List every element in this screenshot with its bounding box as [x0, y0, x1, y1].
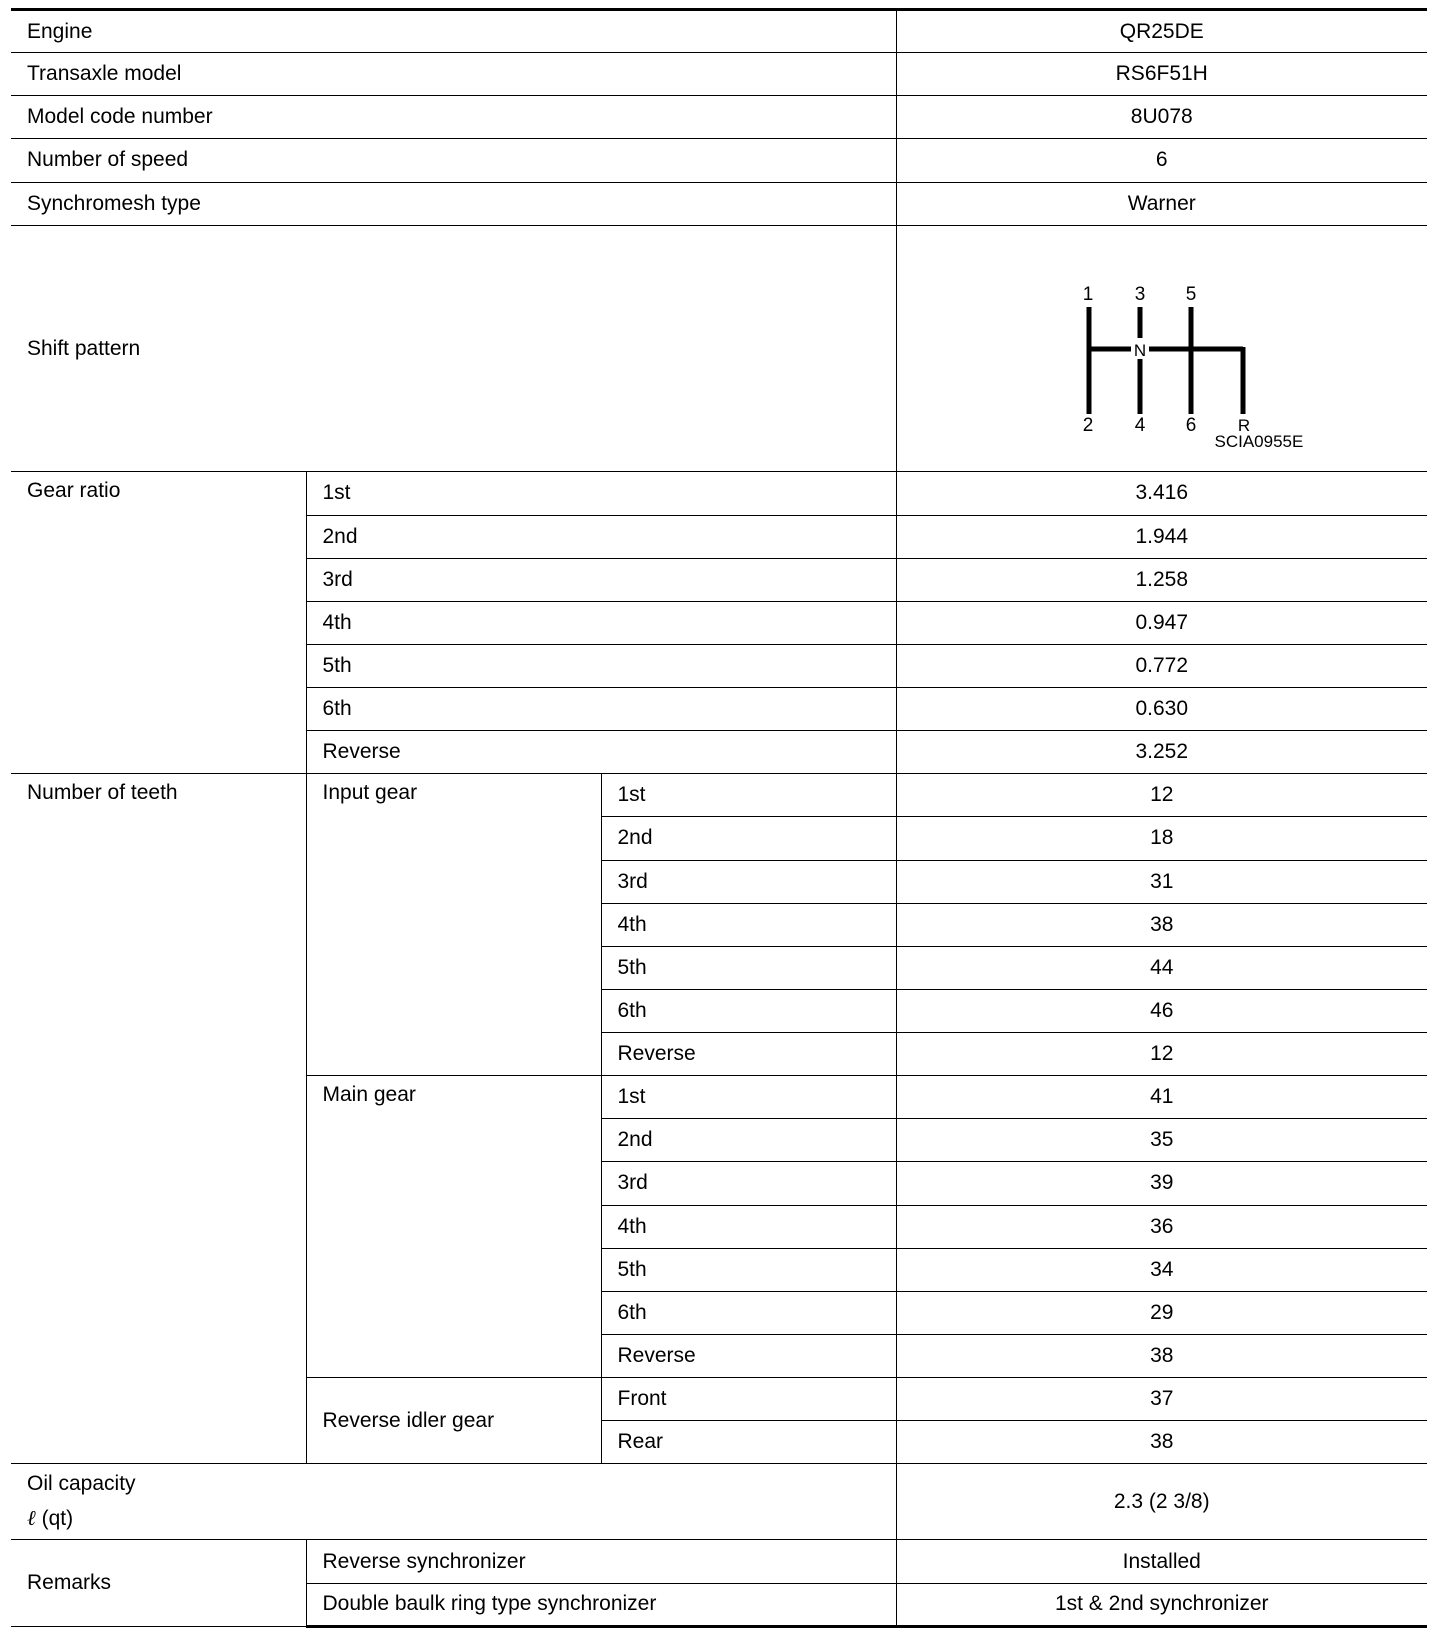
main-gear-value: 38 [896, 1334, 1427, 1377]
main-gear-value: 34 [896, 1248, 1427, 1291]
row-model-code [11, 96, 1427, 139]
input-gear-value: 44 [896, 946, 1427, 989]
gear-ratio-gear: 5th [306, 644, 896, 687]
synchro-value: Warner [896, 182, 1427, 225]
row-synchro [11, 182, 1427, 225]
input-gear-gear: 6th [601, 989, 896, 1032]
input-gear-value: 31 [896, 860, 1427, 903]
main-gear-value: 36 [896, 1205, 1427, 1248]
main-gear-gear: 5th [601, 1248, 896, 1291]
gear-ratio-value: 1.258 [896, 558, 1427, 601]
reverse-idler-gear: Front [601, 1378, 896, 1421]
synchro-label: Synchromesh type [11, 182, 896, 225]
input-gear-gear: 3rd [601, 860, 896, 903]
teeth-label: Number of teeth [11, 774, 306, 1464]
main-gear-gear: 1st [601, 1076, 896, 1119]
row-remarks [11, 1540, 1427, 1583]
gear-label-4: 4 [1134, 414, 1145, 436]
main-gear-value: 41 [896, 1076, 1427, 1119]
shift-gate-lines [1089, 307, 1243, 414]
reverse-idler-value: 37 [896, 1378, 1427, 1421]
row-speeds [11, 139, 1427, 182]
input-gear-value: 18 [896, 817, 1427, 860]
input-gear-gear: 2nd [601, 817, 896, 860]
litre-symbol: ℓ [27, 1506, 36, 1531]
main-gear-value: 35 [896, 1119, 1427, 1162]
gear-ratio-value: 0.772 [896, 644, 1427, 687]
gear-label-reverse: R [1237, 415, 1250, 435]
main-gear-value: 29 [896, 1291, 1427, 1334]
shift-pattern-label: Shift pattern [11, 225, 896, 472]
speeds-label: Number of speed [11, 139, 896, 182]
remarks-item-value: Installed [896, 1540, 1427, 1583]
engine-value: QR25DE [896, 10, 1427, 53]
main-gear-value: 39 [896, 1162, 1427, 1205]
main-gear-gear: 6th [601, 1291, 896, 1334]
input-gear-gear: 4th [601, 903, 896, 946]
reverse-idler-gear: Rear [601, 1421, 896, 1464]
input-gear-gear: 1st [601, 774, 896, 817]
remarks-item-value: 1st & 2nd synchronizer [896, 1583, 1427, 1626]
model-code-value: 8U078 [896, 96, 1427, 139]
reverse-idler-value: 38 [896, 1421, 1427, 1464]
gear-ratio-value: 0.947 [896, 601, 1427, 644]
row-transaxle [11, 53, 1427, 96]
gear-ratio-value: 3.416 [896, 472, 1427, 515]
gear-label-6: 6 [1185, 414, 1196, 436]
shift-pattern-diagram [897, 231, 1428, 467]
row-shift-pattern [11, 225, 1427, 472]
gear-ratio-value: 1.944 [896, 515, 1427, 558]
gear-label-3: 3 [1134, 283, 1145, 305]
row-gear-ratio [11, 472, 1427, 515]
row-input-gear [11, 774, 1427, 817]
gear-label-1: 1 [1082, 283, 1093, 305]
gear-ratio-gear: 1st [306, 472, 896, 515]
main-gear-gear: 4th [601, 1205, 896, 1248]
remarks-label: Remarks [11, 1540, 306, 1627]
specification-table [11, 8, 1427, 1628]
input-gear-value: 38 [896, 903, 1427, 946]
main-gear-gear: 3rd [601, 1162, 896, 1205]
gear-label-5: 5 [1185, 283, 1196, 305]
gear-ratio-value: 3.252 [896, 731, 1427, 774]
gear-ratio-gear: 2nd [306, 515, 896, 558]
transaxle-label: Transaxle model [11, 53, 896, 96]
gear-ratio-gear: 3rd [306, 558, 896, 601]
oil-capacity-value: 2.3 (2 3/8) [896, 1464, 1427, 1540]
speeds-value: 6 [896, 139, 1427, 182]
reverse-idler-label: Reverse idler gear [306, 1378, 601, 1464]
row-oil-capacity [11, 1464, 1427, 1540]
transaxle-value: RS6F51H [896, 53, 1427, 96]
main-gear-label: Main gear [306, 1076, 601, 1378]
oil-unit-text: (qt) [35, 1507, 74, 1531]
gear-ratio-gear: 6th [306, 688, 896, 731]
main-gear-gear: Reverse [601, 1334, 896, 1377]
engine-label: Engine [11, 10, 896, 53]
oil-capacity-unit [27, 1501, 896, 1536]
main-gear-gear: 2nd [601, 1119, 896, 1162]
shift-pattern-figure [897, 231, 1428, 467]
input-gear-value: 12 [896, 1033, 1427, 1076]
row-engine [11, 10, 1427, 53]
oil-capacity-label: Oil capacity [27, 1472, 136, 1496]
gear-ratio-gear: Reverse [306, 731, 896, 774]
model-code-label: Model code number [11, 96, 896, 139]
input-gear-gear: Reverse [601, 1033, 896, 1076]
remarks-item-name: Reverse synchronizer [306, 1540, 896, 1583]
figure-id: SCIA0955E [1214, 431, 1304, 451]
input-gear-value: 12 [896, 774, 1427, 817]
gear-label-2: 2 [1082, 414, 1093, 436]
input-gear-gear: 5th [601, 946, 896, 989]
remarks-item-name: Double baulk ring type synchronizer [306, 1583, 896, 1626]
gear-label-neutral: N [1133, 340, 1146, 360]
shift-pattern-cell [896, 225, 1427, 472]
gear-ratio-value: 0.630 [896, 688, 1427, 731]
gear-ratio-gear: 4th [306, 601, 896, 644]
input-gear-label: Input gear [306, 774, 601, 1076]
gear-ratio-label: Gear ratio [11, 472, 306, 774]
input-gear-value: 46 [896, 989, 1427, 1032]
oil-capacity-label-cell [11, 1464, 896, 1540]
